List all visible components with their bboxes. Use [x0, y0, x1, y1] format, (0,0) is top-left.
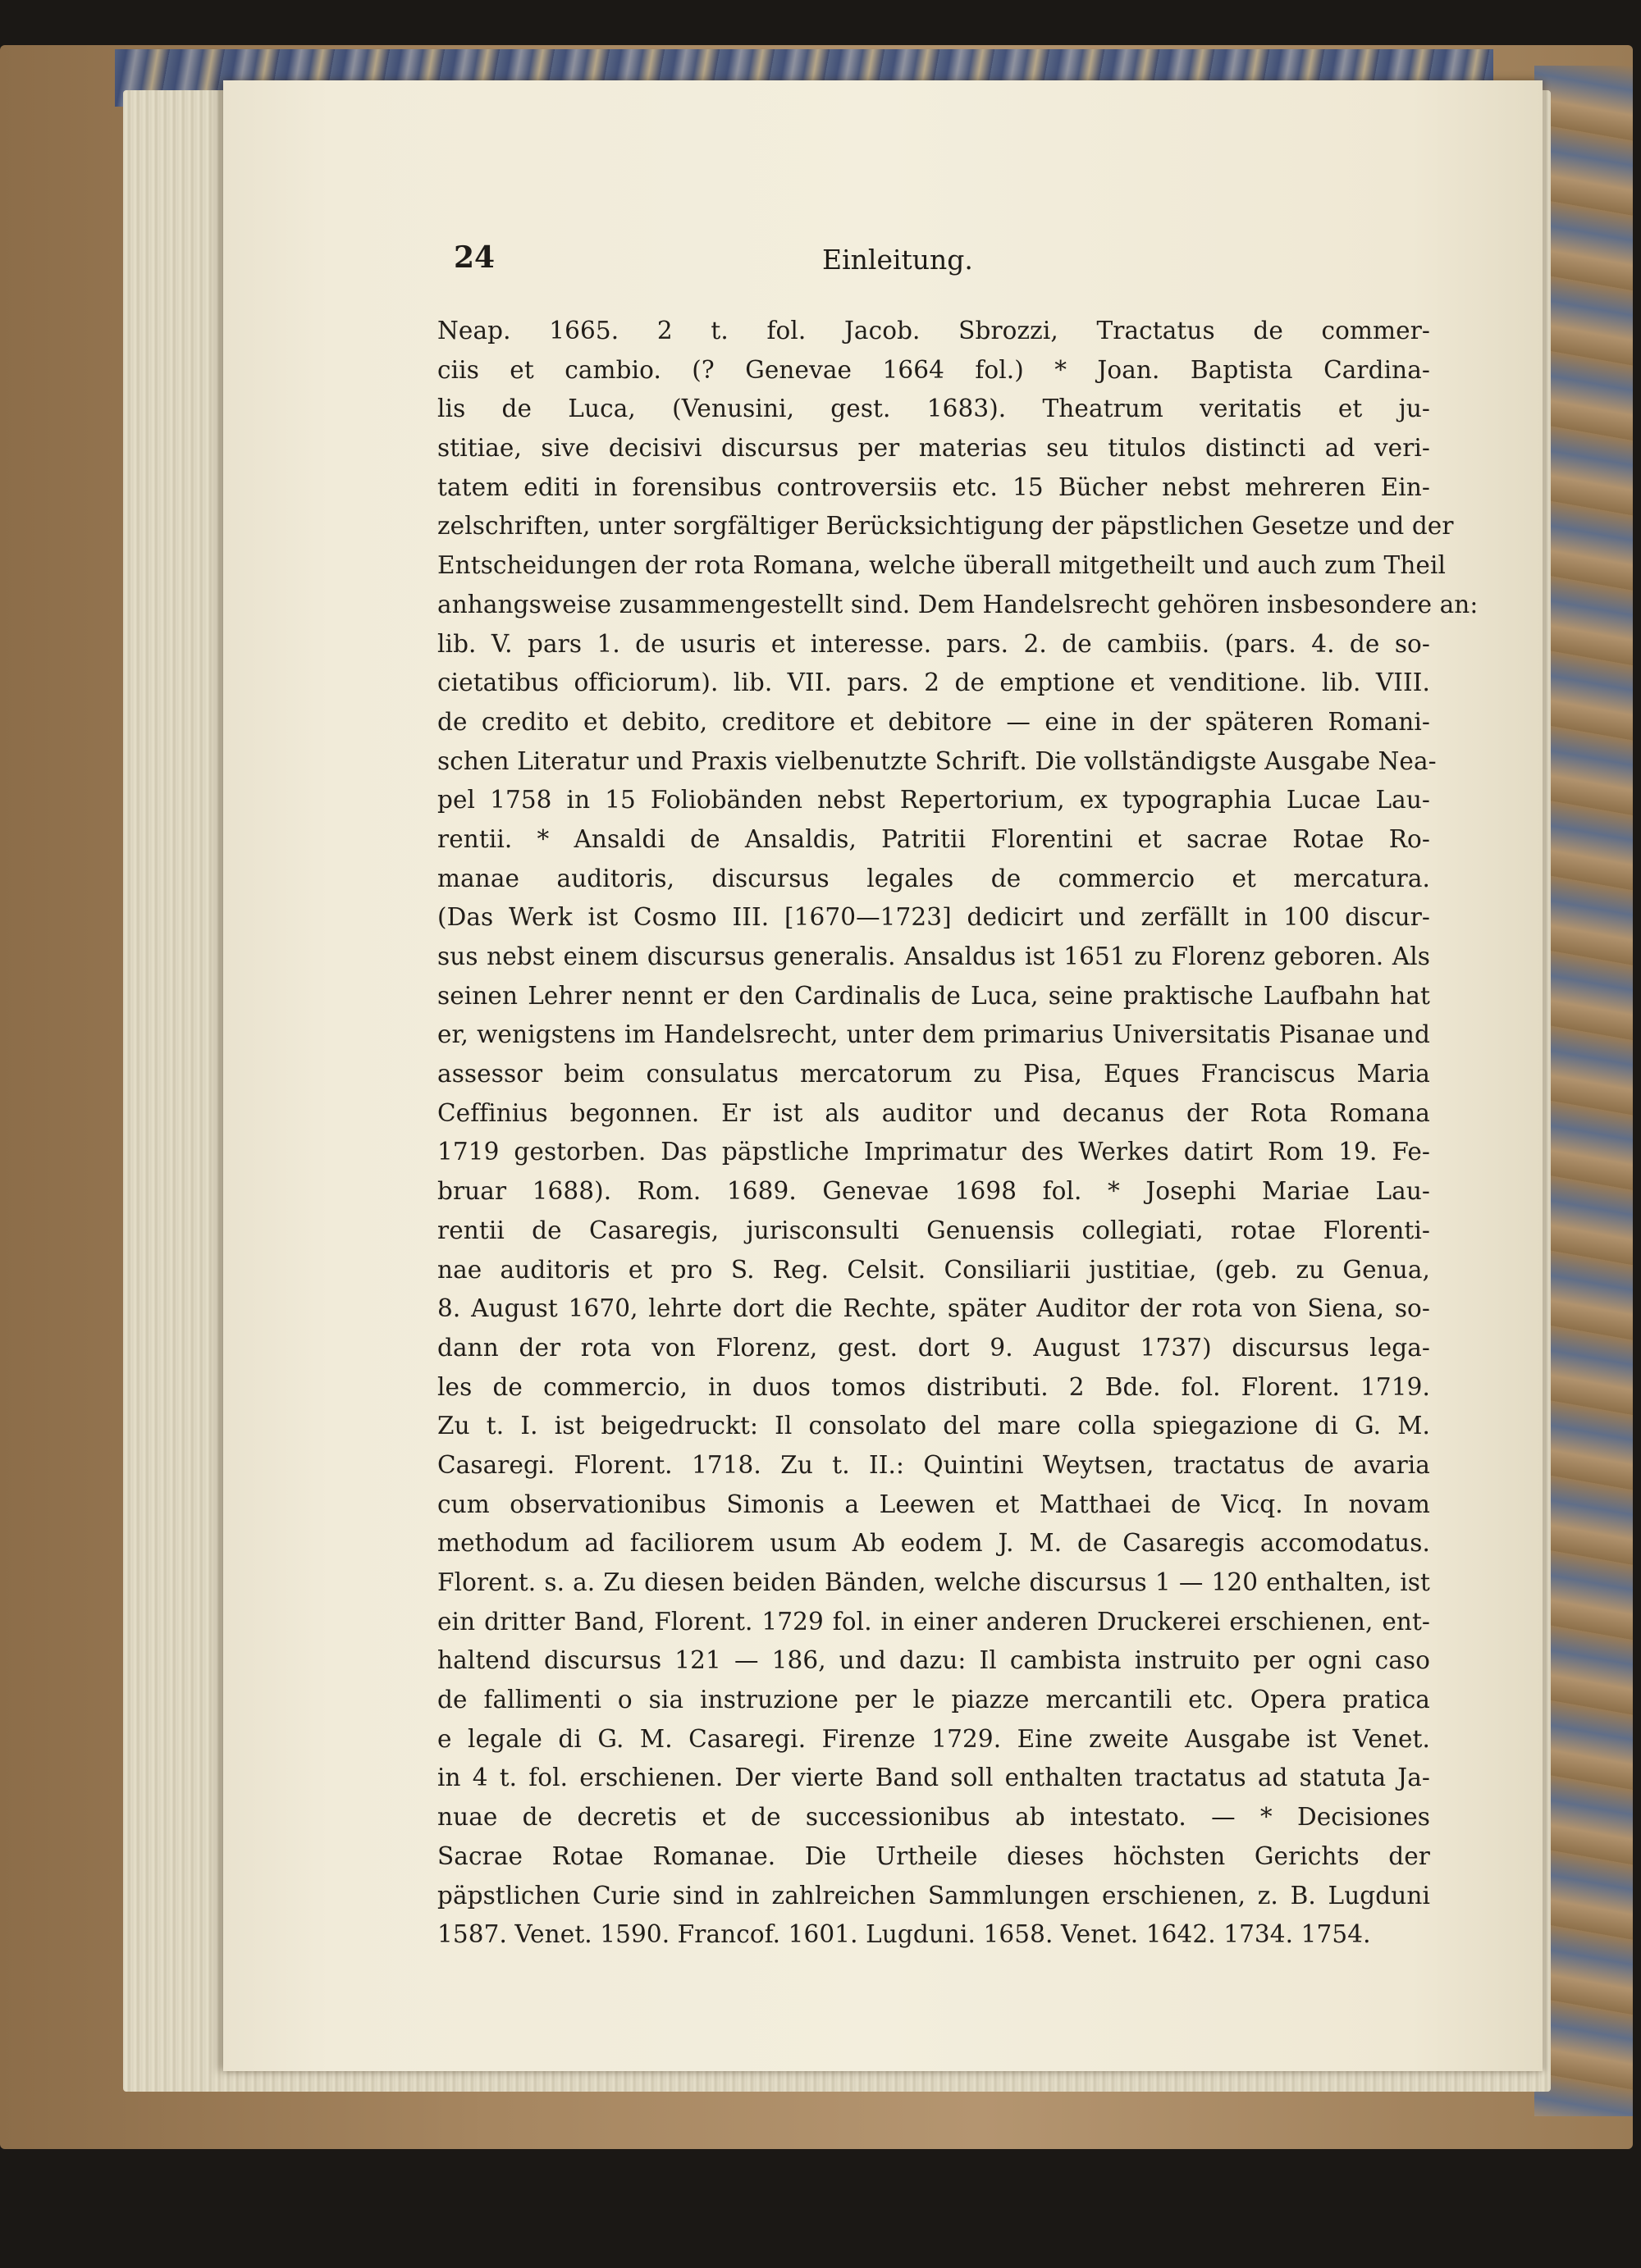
text-line: (Das Werk ist Cosmo III. [1670—1723] dedicirt und zerfällt in 100 discur- [437, 903, 1430, 932]
page-number: 24 [454, 240, 496, 275]
body-text [437, 312, 1479, 1955]
text-line: sus nebst einem discursus generalis. Ansaldus ist 1651 zu Florenz geboren. Als [437, 942, 1430, 970]
text-line: stitiae, sive decisivi discursus per materias seu titulos distincti ad veri- [437, 434, 1430, 463]
text-line: zelschriften, unter sorgfältiger Berücksichtigung der päpstlichen Gesetze und der [437, 512, 1454, 541]
text-line: de fallimenti o sia instruzione per le piazze mercantili etc. Opera pratica [437, 1686, 1430, 1714]
text-line: cum observationibus Simonis a Leewen et Matthaei de Vicq. In novam [437, 1490, 1430, 1518]
text-line: nae auditoris et pro S. Reg. Celsit. Consiliarii justitiae, (geb. zu Genua, [437, 1255, 1430, 1284]
text-line: les de commercio, in duos tomos distributi. 2 Bde. fol. Florent. 1719. [437, 1372, 1430, 1401]
text-line: assessor beim consulatus mercatorum zu Pisa, Eques Franciscus Maria [437, 1060, 1430, 1088]
text-line: haltend discursus 121 — 186, und dazu: Il cambista instruito per ogni caso [437, 1646, 1430, 1675]
text-line: ciis et cambio. (? Genevae 1664 fol.) * Joan. Baptista Cardina- [437, 355, 1430, 384]
text-line: Sacrae Rotae Romanae. Die Urtheile dieses höchsten Gerichts der [437, 1841, 1430, 1870]
text-line: Neap. 1665. 2 t. fol. Jacob. Sbrozzi, Tractatus de commer- [437, 317, 1430, 345]
running-head: Einleitung. [822, 244, 973, 276]
text-line: nuae de decretis et de successionibus ab intestato. — * Decisiones [437, 1803, 1430, 1832]
text-line: schen Literatur und Praxis vielbenutzte Schrift. Die vollständigste Ausgabe Nea- [437, 746, 1437, 775]
text-line: in 4 t. fol. erschienen. Der vierte Band soll enthalten tractatus ad statuta Ja- [437, 1764, 1430, 1792]
text-line: de credito et debito, creditore et debitore — eine in der späteren Romani- [437, 707, 1430, 736]
text-line: rentii de Casaregis, jurisconsulti Genuensis collegiati, rotae Florenti- [437, 1216, 1430, 1244]
text-line: Zu t. I. ist beigedruckt: Il consolato del mare colla spiegazione di G. M. [437, 1412, 1430, 1440]
text-line: seinen Lehrer nennt er den Cardinalis de Luca, seine praktische Laufbahn hat [437, 981, 1430, 1010]
text-line: dann der rota von Florenz, gest. dort 9. August 1737) discursus lega- [437, 1333, 1430, 1362]
text-line: bruar 1688). Rom. 1689. Genevae 1698 fol. * Josephi Mariae Lau- [437, 1177, 1430, 1206]
text-line: Casaregi. Florent. 1718. Zu t. II.: Quintini Weytsen, tractatus de avaria [437, 1450, 1430, 1479]
text-line: päpstlichen Curie sind in zahlreichen Sammlungen erschienen, z. B. Lugduni [437, 1881, 1430, 1910]
text-line: e legale di G. M. Casaregi. Firenze 1729. Eine zweite Ausgabe ist Venet. [437, 1724, 1430, 1753]
text-line: anhangsweise zusammengestellt sind. Dem Handelsrecht gehören insbesondere an: [437, 590, 1479, 618]
text-line: pel 1758 in 15 Foliobänden nebst Repertorium, ex typographia Lucae Lau- [437, 786, 1430, 815]
text-line: manae auditoris, discursus legales de commercio et mercatura. [437, 864, 1430, 892]
text-line: lis de Luca, (Venusini, gest. 1683). Theatrum veritatis et ju- [437, 395, 1430, 423]
text-line: methodum ad faciliorem usum Ab eodem J. M. de Casaregis accomodatus. [437, 1529, 1430, 1558]
text-line: cietatibus officiorum). lib. VII. pars. 2 de emptione et venditione. lib. VIII. [437, 669, 1430, 697]
text-line: 1719 gestorben. Das päpstliche Imprimatur des Werkes datirt Rom 19. Fe- [437, 1138, 1430, 1166]
text-line: tatem editi in forensibus controversiis etc. 15 Bücher nebst mehreren Ein- [437, 472, 1430, 501]
text-line: ein dritter Band, Florent. 1729 fol. in einer anderen Druckerei erschienen, ent- [437, 1607, 1430, 1636]
text-line: Entscheidungen der rota Romana, welche überall mitgetheilt und auch zum Theil [437, 551, 1447, 580]
text-line: Florent. s. a. Zu diesen beiden Bänden, welche discursus 1 — 120 enthalten, ist [437, 1568, 1430, 1596]
text-line: 1587. Venet. 1590. Francof. 1601. Lugduni. 1658. Venet. 1642. 1734. 1754. [437, 1920, 1371, 1949]
text-line: lib. V. pars 1. de usuris et interesse. pars. 2. de cambiis. (pars. 4. de so- [437, 629, 1430, 658]
text-line: er, wenigstens im Handelsrecht, unter dem primarius Universitatis Pisanae und [437, 1020, 1430, 1049]
text-line: rentii. * Ansaldi de Ansaldis, Patritii Florentini et sacrae Rotae Ro- [437, 824, 1430, 853]
text-line: 8. August 1670, lehrte dort die Rechte, später Auditor der rota von Siena, so- [437, 1294, 1430, 1323]
text-line: Ceffinius begonnen. Er ist als auditor und decanus der Rota Romana [437, 1098, 1430, 1127]
